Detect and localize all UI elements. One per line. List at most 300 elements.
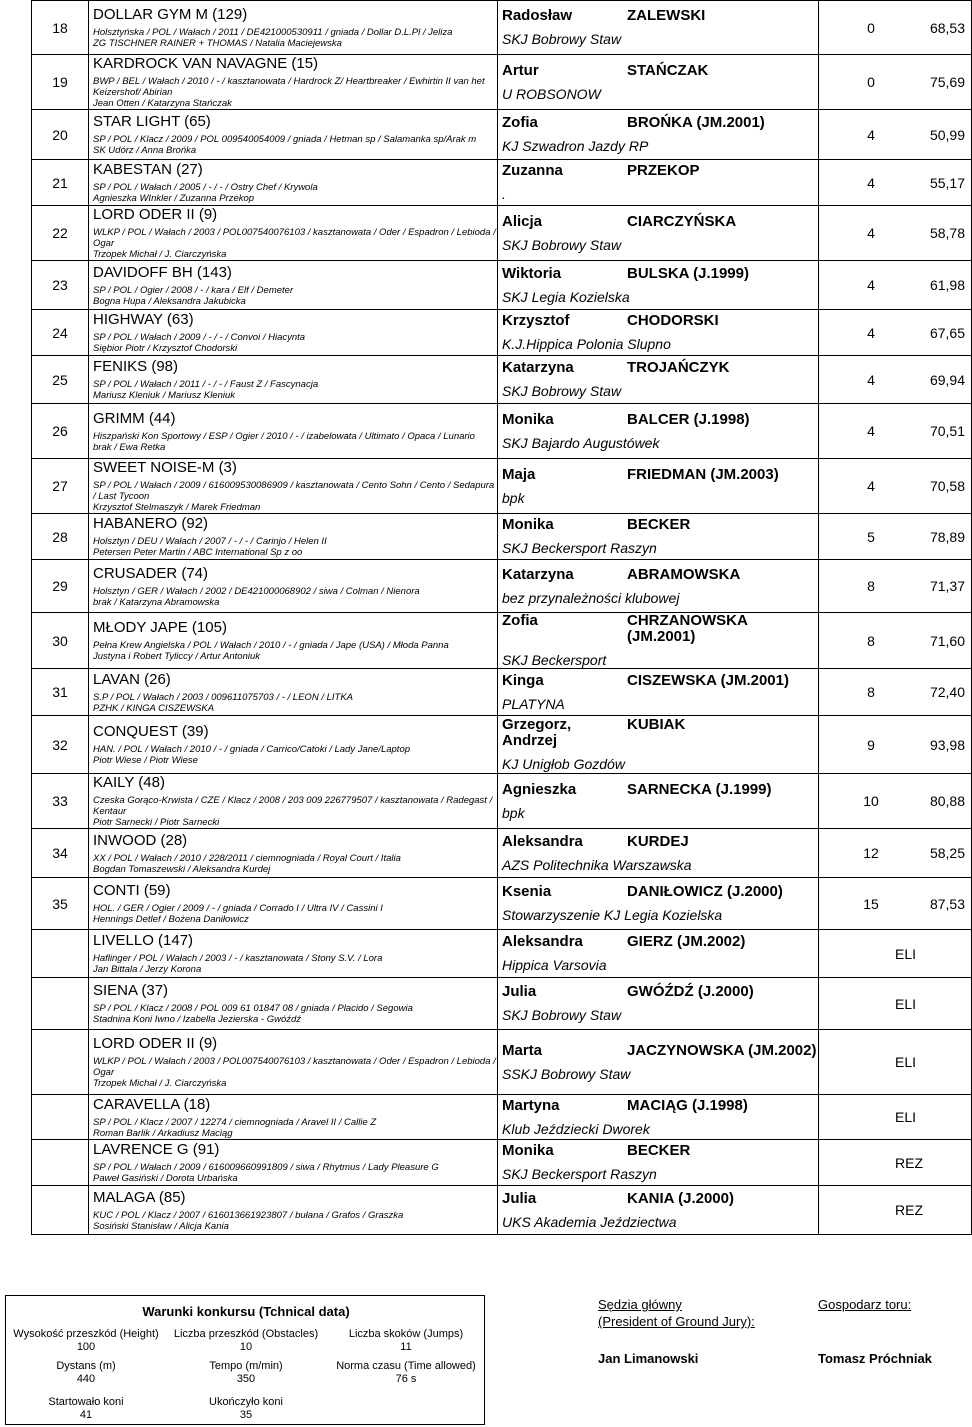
horse-name: HIGHWAY (63) <box>93 311 194 328</box>
position-cell: 26 <box>32 404 89 459</box>
position-cell: 24 <box>32 310 89 356</box>
rider-cell <box>498 716 819 774</box>
horse-details: S.P / POL / Wałach / 2003 / 009611075703 / - / LEON / LITKA <box>93 691 353 703</box>
horse-owner: Krzysztof Stelmaszyk / Marek Friedman <box>93 502 261 513</box>
result-time: 58,25 <box>929 845 965 861</box>
rider-club: bez przynależności klubowej <box>502 589 680 606</box>
horse-cell <box>89 514 498 560</box>
result-status: ELI <box>895 1109 917 1125</box>
rider-first-name: Alicja <box>502 212 543 230</box>
result-time: 87,53 <box>929 895 965 912</box>
rider-first-name: Wiktoria <box>502 264 562 282</box>
position-cell: 34 <box>32 829 89 878</box>
rider-cell <box>498 206 819 261</box>
results-table <box>31 0 972 1235</box>
horse-name: DAVIDOFF BH (143) <box>93 263 232 281</box>
horse-cell <box>89 160 498 206</box>
result-time: 71,37 <box>929 578 965 594</box>
rider-name <box>502 673 818 689</box>
position-cell: 19 <box>32 55 89 110</box>
height-value: 100 <box>76 1341 96 1353</box>
horse-name: HABANERO (92) <box>93 515 209 532</box>
position-cell: 31 <box>32 669 89 716</box>
result-time: 50,99 <box>929 126 965 143</box>
result-time: 68,53 <box>929 19 965 36</box>
result-status: REZ <box>895 1154 923 1171</box>
horse-name: SIENA (37) <box>93 982 169 999</box>
result-status: ELI <box>895 1054 917 1070</box>
rider-last-name: GWÓŹDŹ (J.2000) <box>627 983 754 1000</box>
horse-details: XX / POL / Wałach / 2010 / 228/2011 / ciemnogniada / Royal Court / Italia <box>93 852 401 864</box>
result-cell <box>819 978 972 1030</box>
rider-cell <box>498 878 819 930</box>
penalty-points: 4 <box>867 174 875 191</box>
rider-first-name: Monika <box>502 516 554 533</box>
result-cell <box>819 930 972 978</box>
result-row <box>819 578 965 594</box>
result-cell <box>819 55 972 110</box>
rider-last-name: BALCER (J.1998) <box>627 410 750 428</box>
table-row <box>32 1186 972 1235</box>
result-row <box>819 684 965 700</box>
rider-cell <box>498 560 819 613</box>
rider-last-name: BECKER <box>627 1142 691 1159</box>
rider-club: U ROBSONOW <box>502 85 601 102</box>
result-cell <box>819 310 972 356</box>
horse-details: SP / POL / Wałach / 2009 / 616009530086909 / kasztanowata / Cento Sohn / Cento / Sedapura / Last Tycoon <box>93 480 495 502</box>
result-row <box>819 478 965 494</box>
rider-last-name: DANIŁOWICZ (J.2000) <box>627 883 783 900</box>
result-row <box>819 325 965 341</box>
jumps-item <box>326 1328 486 1354</box>
result-row <box>819 74 965 90</box>
result-time: 58,78 <box>929 225 965 241</box>
rider-club: SKJ Beckersport Raszyn <box>502 1166 657 1182</box>
position-cell <box>32 1030 89 1095</box>
result-time: 61,98 <box>929 277 965 293</box>
rider-cell <box>498 261 819 310</box>
penalty-points: 8 <box>867 684 875 700</box>
rider-first-name: Zofia <box>502 612 538 629</box>
rider-cell <box>498 1 819 55</box>
table-row <box>32 1095 972 1140</box>
horse-details: SP / POL / Wałach / 2005 / - / - / Ostry Chef / Krywola <box>93 182 318 193</box>
rider-name <box>502 214 818 230</box>
result-cell <box>819 560 972 613</box>
rider-first-name: Grzegorz, Andrzej <box>502 716 572 749</box>
judge-label-en: (President of Ground Jury): <box>598 1314 755 1329</box>
horse-owner: ZG TISCHNER RAINER + THOMAS / Natalia Maciejewska <box>93 38 342 49</box>
result-cell <box>819 459 972 514</box>
technical-data-title: Warunki konkursu (Tchnical data) <box>142 1304 350 1319</box>
rider-first-name: Krzysztof <box>502 312 570 329</box>
started-value: 41 <box>79 1409 93 1421</box>
horse-name: INWOOD (28) <box>93 831 188 849</box>
penalty-points: 5 <box>867 528 875 545</box>
table-row <box>32 669 972 716</box>
table-row <box>32 978 972 1030</box>
rider-cell <box>498 774 819 829</box>
position-cell <box>32 1186 89 1235</box>
horse-owner: Siębior Piotr / Krzysztof Chodorski <box>93 343 238 354</box>
result-time: 67,65 <box>929 324 965 341</box>
table-row <box>32 514 972 560</box>
result-cell <box>819 829 972 878</box>
penalty-points: 0 <box>867 74 875 90</box>
horse-owner: Piotr Sarnecki / Piotr Sarnecki <box>93 817 220 828</box>
result-cell <box>819 613 972 669</box>
result-cell <box>819 110 972 160</box>
horse-owner: brak / Katarzyna Abramowska <box>93 596 220 608</box>
result-time: 71,60 <box>929 632 965 649</box>
result-time: 75,69 <box>929 74 965 90</box>
rider-last-name: BROŃKA (JM.2001) <box>627 114 765 131</box>
rider-cell <box>498 514 819 560</box>
horse-name: SWEET NOISE-M (3) <box>93 459 237 476</box>
horse-name: CONQUEST (39) <box>93 723 209 740</box>
result-row <box>819 225 965 241</box>
position-cell: 27 <box>32 459 89 514</box>
horse-cell <box>89 774 498 829</box>
time-allowed-item <box>326 1360 486 1386</box>
rider-first-name: Monika <box>502 1142 554 1159</box>
rider-name <box>502 934 818 950</box>
horse-owner: Jan Bittala / Jerzy Korona <box>93 964 202 975</box>
horse-owner: brak / Ewa Retka <box>93 441 166 453</box>
distance-value: 440 <box>76 1373 96 1385</box>
horse-name: LAVRENCE G (91) <box>93 1141 220 1158</box>
penalty-points: 4 <box>867 324 875 341</box>
rider-last-name: SARNECKA (J.1999) <box>627 780 772 798</box>
rider-last-name: BULSKA (J.1999) <box>627 264 749 282</box>
obstacles-label: Liczba przeszkód (Obstacles) <box>173 1328 319 1340</box>
rider-club: SKJ Legia Kozielska <box>502 288 630 305</box>
horse-cell <box>89 878 498 930</box>
table-row <box>32 930 972 978</box>
position-cell <box>32 930 89 978</box>
rider-first-name: Zuzanna <box>502 162 563 179</box>
table-row <box>32 404 972 459</box>
result-row <box>819 996 965 1012</box>
penalty-points: 4 <box>867 371 875 388</box>
rider-club: PLATYNA <box>502 695 565 712</box>
horse-details: Haflinger / POL / Wałach / 2003 / - / kasztanowata / Stony S.V. / Lora <box>93 953 383 964</box>
result-cell <box>819 1095 972 1140</box>
distance-item <box>6 1360 166 1386</box>
result-row <box>819 793 965 809</box>
rider-last-name: PRZEKOP <box>627 162 700 179</box>
horse-details: SP / POL / Klacz / 2008 / POL 009 61 01847 08 / gniada / Placido / Segowia <box>93 1003 413 1014</box>
horse-cell <box>89 978 498 1030</box>
host-label: Gospodarz toru: <box>818 1297 912 1312</box>
result-row <box>819 175 965 191</box>
rider-club: SKJ Bobrowy Staw <box>502 1007 622 1023</box>
result-row <box>819 277 965 293</box>
horse-details: BWP / BEL / Wałach / 2010 / - / kasztanowata / Hardrock Z/ Heartbreaker / Ewhirtin II van het Keizershof/ Abirian <box>93 76 485 98</box>
position-cell: 28 <box>32 514 89 560</box>
horse-details: Czeska Gorąco-Krwista / CZE / Klacz / 2008 / 203 009 226779507 / kasztanowata / Radegast / Kentaur <box>93 795 493 817</box>
rider-last-name: FRIEDMAN (JM.2003) <box>627 465 779 483</box>
position-cell: 29 <box>32 560 89 613</box>
rider-club: AZS Politechnika Warszawska <box>502 856 692 873</box>
rider-last-name: ABRAMOWSKA <box>627 565 741 583</box>
position-cell: 22 <box>32 206 89 261</box>
judge-label: Sędzia główny <box>598 1297 682 1312</box>
horse-cell <box>89 829 498 878</box>
finished-label: Ukończyło koni <box>209 1396 283 1408</box>
rider-name <box>502 8 818 24</box>
horse-cell <box>89 716 498 774</box>
position-cell <box>32 978 89 1030</box>
table-row <box>32 110 972 160</box>
result-cell <box>819 261 972 310</box>
rider-last-name: ZALEWSKI <box>627 7 706 24</box>
position-cell: 18 <box>32 1 89 55</box>
result-row <box>819 946 965 962</box>
time-allowed-label: Norma czasu (Time allowed) <box>336 1360 476 1372</box>
horse-details: Holsztyńska / POL / Wałach / 2011 / DE421000530911 / gniada / Dollar D.L.Pl / Jeliza <box>93 27 453 38</box>
rider-last-name: GIERZ (JM.2002) <box>627 933 746 950</box>
rider-cell <box>498 356 819 404</box>
rider-cell <box>498 669 819 716</box>
rider-cell <box>498 930 819 978</box>
result-row <box>819 20 965 36</box>
result-cell <box>819 160 972 206</box>
result-row <box>819 423 965 439</box>
result-cell <box>819 878 972 930</box>
horse-owner: Agnieszka WInkler / Zuzanna Przekop <box>93 193 255 204</box>
rider-club: bpk <box>502 804 525 821</box>
host-name: Tomasz Próchniak <box>818 1351 932 1366</box>
horse-name: GRIMM (44) <box>93 409 176 427</box>
horse-details: Hiszpański Kon Sportowy / ESP / Ogier / 2010 / - / izabelowata / Ultimato / Opaca / Lunario <box>93 430 475 442</box>
rider-cell <box>498 613 819 669</box>
rider-name <box>502 63 818 79</box>
penalty-points: 4 <box>867 126 875 143</box>
rider-last-name: CHODORSKI <box>627 312 719 329</box>
rider-club: SKJ Beckersport Raszyn <box>502 540 657 556</box>
result-row <box>819 1109 965 1125</box>
horse-name: LORD ODER II (9) <box>93 1035 218 1052</box>
penalty-points: 9 <box>867 736 875 753</box>
horse-cell <box>89 560 498 613</box>
result-row <box>819 845 965 861</box>
penalty-points: 15 <box>863 895 879 912</box>
position-cell: 20 <box>32 110 89 160</box>
horse-owner: Justyna i Robert Tyliccy / Artur Antoniuk <box>93 651 261 662</box>
rider-last-name: CISZEWSKA (JM.2001) <box>627 671 789 689</box>
horse-details: SP / POL / Wałach / 2009 / - / - / Convoi / Hiacynta <box>93 332 306 343</box>
rider-first-name: Julia <box>502 1189 537 1207</box>
rider-name <box>502 834 818 850</box>
horse-name: LAVAN (26) <box>93 670 171 688</box>
rider-cell <box>498 978 819 1030</box>
rider-club: SKJ Bobrowy Staw <box>502 31 622 47</box>
horse-cell <box>89 310 498 356</box>
horse-owner: PZHK / KINGA CISZEWSKA <box>93 702 215 714</box>
rider-last-name: TROJAŃCZYK <box>627 359 730 376</box>
rider-club: Stowarzyszenie KJ Legia Kozielska <box>502 907 723 923</box>
table-row <box>32 829 972 878</box>
table-row <box>32 878 972 930</box>
rider-name <box>502 717 818 749</box>
horse-name: DOLLAR GYM M (129) <box>93 6 248 23</box>
horse-details: SP / POL / Wałach / 2009 / 616009660991809 / siwa / Rhytmus / Lady Pleasure G <box>93 1162 439 1173</box>
result-cell <box>819 716 972 774</box>
result-row <box>819 127 965 143</box>
rider-club: bpk <box>502 489 525 506</box>
horse-details: WLKP / POL / Wałach / 2003 / POL007540076103 / kasztanowata / Oder / Espadron / Lebioda / Ogar <box>93 1056 496 1078</box>
horse-owner: Piotr Wiese / Piotr Wiese <box>93 755 198 766</box>
table-row <box>32 459 972 514</box>
result-row <box>819 372 965 388</box>
table-row <box>32 1030 972 1095</box>
rider-first-name: Kinga <box>502 671 544 689</box>
horse-owner: Bogna Hupa / Aleksandra Jakubicka <box>93 295 246 307</box>
horse-details: SP / POL / Wałach / 2011 / - / - / Faust Z / Fascynacja <box>93 379 319 390</box>
rider-first-name: Aleksandra <box>502 933 583 950</box>
rider-first-name: Marta <box>502 1041 543 1059</box>
horse-cell <box>89 669 498 716</box>
rider-club: UKS Akademia Jeździectwa <box>502 1213 677 1230</box>
horse-cell <box>89 1095 498 1140</box>
rider-name <box>502 266 818 282</box>
result-cell <box>819 514 972 560</box>
rider-first-name: Monika <box>502 410 554 428</box>
result-time: 78,89 <box>929 528 965 545</box>
horse-details: SP / POL / Klacz / 2009 / POL 009540054009 / gniada / Hetman sp / Salamanka sp/Arak m <box>93 134 477 145</box>
table-row <box>32 55 972 110</box>
horse-name: KARDROCK VAN NAVAGNE (15) <box>93 55 319 72</box>
horse-owner: Jean Otten / Katarzyna Stańczak <box>93 98 232 109</box>
result-time: 72,40 <box>929 684 965 700</box>
rider-first-name: Agnieszka <box>502 780 577 798</box>
horse-owner: Mariusz Kleniuk / Mariusz Kleniuk <box>93 390 236 401</box>
rider-name <box>502 1191 818 1207</box>
horse-cell <box>89 459 498 514</box>
rider-last-name: STAŃCZAK <box>627 61 709 79</box>
height-label: Wysokość przeszkód (Height) <box>13 1328 159 1340</box>
horse-owner: Hennings Detlef / Bożena Daniłowicz <box>93 914 249 925</box>
horse-cell <box>89 1140 498 1186</box>
rider-cell <box>498 310 819 356</box>
horse-name: KAILY (48) <box>93 774 165 791</box>
rider-club: SKJ Beckersport <box>502 652 607 668</box>
height-item <box>6 1328 166 1354</box>
penalty-points: 0 <box>867 19 875 36</box>
rider-club: KJ Unigłob Gozdów <box>502 756 625 772</box>
rider-last-name: KUBIAK <box>627 716 686 733</box>
rider-name <box>502 884 818 900</box>
rider-name <box>502 517 818 533</box>
rider-name <box>502 115 818 131</box>
table-row <box>32 310 972 356</box>
rider-first-name: Martyna <box>502 1096 560 1114</box>
horse-cell <box>89 613 498 669</box>
rider-name <box>502 313 818 329</box>
position-cell: 25 <box>32 356 89 404</box>
rider-first-name: Maja <box>502 465 536 483</box>
horse-details: SP / POL / Ogier / 2008 / - / kara / Elf / Demeter <box>93 284 294 296</box>
horse-owner: Petersen Peter Martin / ABC International Sp z oo <box>93 547 303 558</box>
result-status: ELI <box>895 945 917 962</box>
horse-owner: Trzopek Michał / J. Ciarczyńska <box>93 1078 227 1089</box>
rider-name <box>502 1143 818 1159</box>
horse-details: HAN. / POL / Wałach / 2010 / - / gniada / Carrico/Catoki / Lady Jane/Laptop <box>93 744 411 755</box>
horse-owner: Sosiński Stanisław / Alicja Kania <box>93 1220 229 1232</box>
result-cell <box>819 774 972 829</box>
result-cell <box>819 1 972 55</box>
result-row <box>819 633 965 649</box>
horse-owner: Trzopek Michał / J. Ciarczyńska <box>93 249 227 260</box>
rider-first-name: Zofia <box>502 114 538 131</box>
result-row <box>819 1155 965 1171</box>
rider-first-name: Katarzyna <box>502 359 574 376</box>
horse-details: SP / POL / Klacz / 2007 / 12274 / ciemnogniada / Aravel II / Callie Z <box>93 1116 377 1128</box>
table-row <box>32 160 972 206</box>
position-cell: 35 <box>32 878 89 930</box>
rider-cell <box>498 459 819 514</box>
penalty-points: 8 <box>867 578 875 594</box>
result-time: 69,94 <box>929 371 965 388</box>
rider-club: KJ Szwadron Jazdy RP <box>502 138 649 154</box>
horse-cell <box>89 261 498 310</box>
horse-name: CARAVELLA (18) <box>93 1095 211 1113</box>
horse-name: KABESTAN (27) <box>93 161 203 178</box>
rider-first-name: Ksenia <box>502 883 552 900</box>
rider-first-name: Katarzyna <box>502 565 574 583</box>
tempo-value: 350 <box>236 1373 256 1385</box>
table-row <box>32 774 972 829</box>
rider-last-name: MACIĄG (J.1998) <box>627 1096 748 1114</box>
rider-name <box>502 567 818 583</box>
penalty-points: 10 <box>863 793 879 809</box>
rider-club: Klub Jeździecki Dworek <box>502 1120 650 1137</box>
rider-name <box>502 984 818 1000</box>
obstacles-value: 10 <box>239 1341 253 1353</box>
result-time: 70,51 <box>929 423 965 439</box>
horse-details: Pełna Krew Angielska / POL / Wałach / 2010 / - / gniada / Jape (USA) / Młoda Panna <box>93 640 449 651</box>
started-item <box>6 1396 166 1422</box>
started-label: Startowało koni <box>48 1396 124 1408</box>
table-row <box>32 613 972 669</box>
horse-cell <box>89 206 498 261</box>
horse-owner: Roman Barlik / Arkadiusz Maciąg <box>93 1127 233 1139</box>
horse-details: KUC / POL / Klacz / 2007 / 616013661923807 / bułana / Grafos / Graszka <box>93 1209 404 1221</box>
rider-name <box>502 412 818 428</box>
table-row <box>32 356 972 404</box>
rider-cell <box>498 404 819 459</box>
rider-last-name: KURDEJ <box>627 832 689 850</box>
horse-owner: Stadnina Koni Iwno / Izabella Jezierska - Gwóźdź <box>93 1014 302 1025</box>
result-status: ELI <box>895 995 917 1012</box>
rider-first-name: Aleksandra <box>502 832 583 850</box>
table-row <box>32 261 972 310</box>
rider-first-name: Artur <box>502 61 539 79</box>
rider-cell <box>498 110 819 160</box>
horse-name: CRUSADER (74) <box>93 564 209 582</box>
horse-owner: Paweł Gasiński / Dorota Urbańska <box>93 1173 238 1184</box>
rider-club: SKJ Bobrowy Staw <box>502 383 622 399</box>
rider-name <box>502 360 818 376</box>
rider-club: Hippica Varsovia <box>502 957 607 973</box>
footer <box>5 1295 955 1425</box>
horse-cell <box>89 930 498 978</box>
horse-name: CONTI (59) <box>93 882 171 899</box>
jumps-value: 11 <box>400 1341 412 1353</box>
table-row <box>32 1 972 55</box>
horse-owner: SK Udórz / Anna Brońka <box>93 145 197 156</box>
